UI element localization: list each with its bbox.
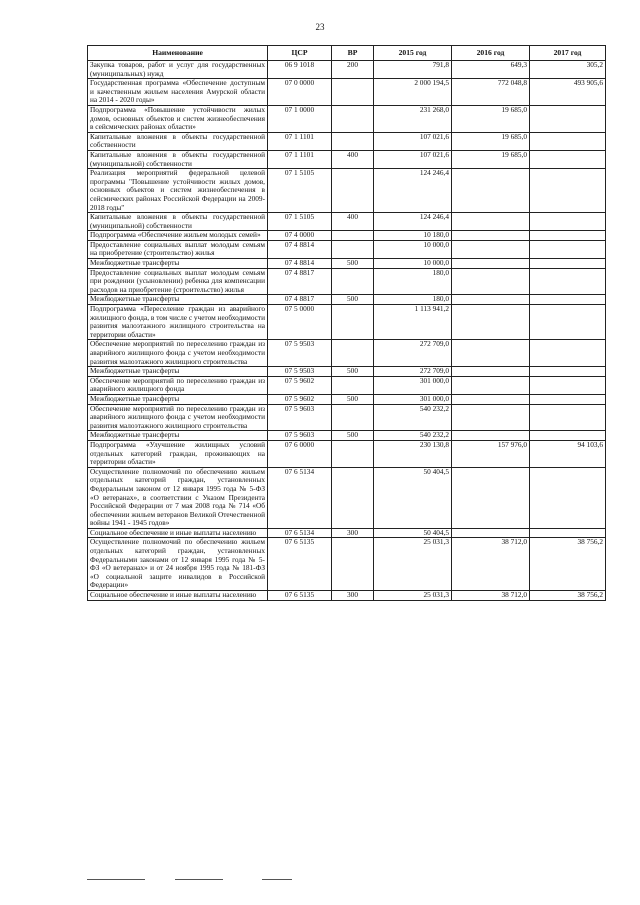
row-vr: [332, 268, 374, 295]
row-2017: [530, 240, 606, 258]
row-2015: 272 709,0: [374, 340, 452, 367]
row-2016: [452, 169, 530, 213]
row-2016: [452, 376, 530, 394]
row-2017: [530, 367, 606, 377]
row-name: Подпрограмма «Повышение устойчивости жилых домов, основных объектов и систем жизнеобеспечения в сейсмических районах области»: [88, 105, 268, 132]
row-2016: [452, 231, 530, 241]
row-vr: [332, 467, 374, 528]
row-csr: 07 5 9602: [268, 394, 332, 404]
row-csr: 07 4 8817: [268, 268, 332, 295]
row-vr: [332, 105, 374, 132]
row-2016: [452, 305, 530, 340]
row-csr: 07 5 9603: [268, 404, 332, 431]
row-2016: 157 976,0: [452, 440, 530, 467]
row-name: Социальное обеспечение и иные выплаты населению: [88, 591, 268, 601]
row-vr: 300: [332, 528, 374, 538]
row-2017: [530, 105, 606, 132]
row-2015: 540 232,2: [374, 404, 452, 431]
table-row: [88, 132, 606, 150]
row-2016: [452, 404, 530, 431]
table-row: [88, 431, 606, 441]
row-name: Обеспечение мероприятий по переселению граждан из аварийного жилищного фонда с учетом необходимости развития малоэтажного жилищного строительства: [88, 404, 268, 431]
table-row: [88, 376, 606, 394]
row-2017: 493 905,6: [530, 79, 606, 106]
row-2015: 107 021,6: [374, 132, 452, 150]
row-csr: 07 5 0000: [268, 305, 332, 340]
footer-line-2: [175, 879, 223, 880]
row-2015: 540 232,2: [374, 431, 452, 441]
row-2015: 791,8: [374, 61, 452, 79]
row-vr: 500: [332, 259, 374, 269]
table-row: [88, 340, 606, 367]
table-row: [88, 213, 606, 231]
row-name: Социальное обеспечение и иные выплаты населению: [88, 528, 268, 538]
row-name: Капитальные вложения в объекты государственной (муниципальной) собственности: [88, 150, 268, 168]
row-2015: 10 180,0: [374, 231, 452, 241]
table-body: [88, 61, 606, 601]
row-2017: [530, 259, 606, 269]
row-name: Межбюджетные трансферты: [88, 259, 268, 269]
row-2015: 1 113 941,2: [374, 305, 452, 340]
row-name: Межбюджетные трансферты: [88, 295, 268, 305]
row-2015: 25 031,3: [374, 538, 452, 591]
table-row: [88, 79, 606, 106]
row-name: Межбюджетные трансферты: [88, 367, 268, 377]
header-vr: ВР: [332, 46, 374, 61]
row-vr: [332, 538, 374, 591]
row-2017: [530, 404, 606, 431]
row-2015: 2 000 194,5: [374, 79, 452, 106]
row-2016: 19 685,0: [452, 105, 530, 132]
table-row: [88, 105, 606, 132]
row-2016: 19 685,0: [452, 150, 530, 168]
row-2017: [530, 150, 606, 168]
page-number: 23: [315, 22, 325, 32]
row-2016: 38 712,0: [452, 538, 530, 591]
row-2017: [530, 295, 606, 305]
row-2015: 301 000,0: [374, 376, 452, 394]
row-name: Реализация мероприятий федеральной целевой программы "Повышение устойчивости жилых домов, основных объектов и систем жизнеобеспечения в сейсмических районах Российской Федерации на 2009-2018 годы": [88, 169, 268, 213]
row-csr: 07 5 9503: [268, 340, 332, 367]
row-2016: [452, 367, 530, 377]
row-2015: 25 031,3: [374, 591, 452, 601]
row-2017: [530, 132, 606, 150]
row-vr: 500: [332, 394, 374, 404]
header-2017: 2017 год: [530, 46, 606, 61]
row-vr: 500: [332, 431, 374, 441]
row-name: Межбюджетные трансферты: [88, 431, 268, 441]
table-row: [88, 440, 606, 467]
table-row: [88, 305, 606, 340]
row-vr: [332, 440, 374, 467]
row-2015: 231 268,0: [374, 105, 452, 132]
row-vr: 400: [332, 213, 374, 231]
table-row: [88, 367, 606, 377]
row-csr: 07 0 0000: [268, 79, 332, 106]
row-name: Обеспечение мероприятий по переселению граждан из аварийного жилищного фонда с учетом необходимости развития малоэтажного жилищного строительства: [88, 340, 268, 367]
row-name: Межбюджетные трансферты: [88, 394, 268, 404]
table-row: [88, 259, 606, 269]
row-2017: 38 756,2: [530, 538, 606, 591]
row-2015: 301 000,0: [374, 394, 452, 404]
row-name: Подпрограмма «Улучшение жилищных условий отдельных категорий граждан, проживающих на территории области»: [88, 440, 268, 467]
row-2017: [530, 231, 606, 241]
table-header-row: [88, 46, 606, 61]
row-2017: [530, 213, 606, 231]
row-vr: [332, 305, 374, 340]
row-vr: [332, 404, 374, 431]
header-2015: 2015 год: [374, 46, 452, 61]
row-vr: 500: [332, 295, 374, 305]
row-name: Закупка товаров, работ и услуг для государственных (муниципальных) нужд: [88, 61, 268, 79]
row-vr: [332, 240, 374, 258]
row-name: Обеспечение мероприятий по переселению граждан из аварийного жилищного фонда: [88, 376, 268, 394]
row-2016: 649,3: [452, 61, 530, 79]
row-2015: 107 021,6: [374, 150, 452, 168]
row-2016: 19 685,0: [452, 132, 530, 150]
row-csr: 07 6 5135: [268, 538, 332, 591]
row-2016: [452, 259, 530, 269]
row-name: Капитальные вложения в объекты государственной собственности: [88, 132, 268, 150]
row-2017: [530, 467, 606, 528]
row-vr: 500: [332, 367, 374, 377]
row-2016: [452, 394, 530, 404]
row-vr: [332, 231, 374, 241]
row-csr: 07 6 5135: [268, 591, 332, 601]
row-csr: 07 4 8817: [268, 295, 332, 305]
row-2017: [530, 268, 606, 295]
row-2015: 124 246,4: [374, 169, 452, 213]
table-row: [88, 538, 606, 591]
row-csr: 07 5 9603: [268, 431, 332, 441]
row-2016: [452, 467, 530, 528]
row-2015: 50 404,5: [374, 528, 452, 538]
row-vr: 300: [332, 591, 374, 601]
row-2015: 124 246,4: [374, 213, 452, 231]
row-name: Предоставление социальных выплат молодым семьям при рождении (усыновлении) ребенка для компенсации расходов на приобретение (строительство) жилья: [88, 268, 268, 295]
row-2016: 38 712,0: [452, 591, 530, 601]
table-row: [88, 231, 606, 241]
table-row: [88, 61, 606, 79]
header-2016: 2016 год: [452, 46, 530, 61]
row-csr: 07 5 9602: [268, 376, 332, 394]
row-name: Государственная программа «Обеспечение доступным и качественным жильем населения Амурской области на 2014 - 2020 годы»: [88, 79, 268, 106]
row-2015: 50 404,5: [374, 467, 452, 528]
row-csr: 07 5 9503: [268, 367, 332, 377]
row-name: Осуществление полномочий по обеспечению жильем отдельных категорий граждан, установленных Федеральными законами от 12 января 1995 года № 5-ФЗ «О ветеранах» и от 24 ноября 1995 года № 181-ФЗ «О социальной защите инвалидов в Российской Федерации»: [88, 538, 268, 591]
row-vr: [332, 79, 374, 106]
row-2015: 272 709,0: [374, 367, 452, 377]
table-row: [88, 169, 606, 213]
row-2017: [530, 394, 606, 404]
table-row: [88, 150, 606, 168]
row-2017: [530, 431, 606, 441]
row-csr: 07 6 0000: [268, 440, 332, 467]
row-name: Подпрограмма «Переселение граждан из аварийного жилищного фонда, в том числе с учетом необходимости развития малоэтажного жилищного строительства на территории области»: [88, 305, 268, 340]
table-row: [88, 240, 606, 258]
row-csr: 07 1 0000: [268, 105, 332, 132]
row-name: Осуществление полномочий по обеспечению жильем отдельных категорий граждан, установленных Федеральным законом от 12 января 1995 года № 5-ФЗ «О ветеранах», в соответствии с Указом Президента Российской Федерации от 7 мая 2008 года № 714 «Об обеспечении жильем ветеранов Великой Отечественной войны 1941 - 1945 годов»: [88, 467, 268, 528]
row-vr: [332, 169, 374, 213]
row-name: Подпрограмма «Обеспечение жильем молодых семей»: [88, 231, 268, 241]
row-2016: [452, 340, 530, 367]
header-csr: ЦСР: [268, 46, 332, 61]
row-csr: 07 1 5105: [268, 213, 332, 231]
row-2017: [530, 169, 606, 213]
row-2017: 94 103,6: [530, 440, 606, 467]
footer-line-1: [87, 879, 145, 880]
table-row: [88, 394, 606, 404]
row-2017: [530, 340, 606, 367]
footer-line-3: [262, 879, 292, 880]
row-vr: 400: [332, 150, 374, 168]
row-2017: [530, 376, 606, 394]
row-2015: 180,0: [374, 295, 452, 305]
budget-table: [87, 45, 606, 601]
row-2017: 38 756,2: [530, 591, 606, 601]
row-vr: [332, 340, 374, 367]
row-csr: 07 4 8814: [268, 259, 332, 269]
row-vr: [332, 132, 374, 150]
row-csr: 07 1 5105: [268, 169, 332, 213]
row-csr: 07 6 5134: [268, 467, 332, 528]
row-vr: 200: [332, 61, 374, 79]
table-row: [88, 404, 606, 431]
row-2016: [452, 295, 530, 305]
row-2016: [452, 240, 530, 258]
row-csr: 07 4 8814: [268, 240, 332, 258]
row-2015: 180,0: [374, 268, 452, 295]
row-2017: 305,2: [530, 61, 606, 79]
row-2017: [530, 305, 606, 340]
row-2016: [452, 528, 530, 538]
row-csr: 06 9 1018: [268, 61, 332, 79]
row-2015: 10 000,0: [374, 259, 452, 269]
row-csr: 07 1 1101: [268, 150, 332, 168]
row-csr: 07 6 5134: [268, 528, 332, 538]
row-csr: 07 1 1101: [268, 132, 332, 150]
row-2015: 230 130,8: [374, 440, 452, 467]
row-2016: [452, 213, 530, 231]
row-name: Капитальные вложения в объекты государственной (муниципальной) собственности: [88, 213, 268, 231]
row-2016: [452, 431, 530, 441]
row-2016: [452, 268, 530, 295]
row-2016: 772 048,8: [452, 79, 530, 106]
row-csr: 07 4 0000: [268, 231, 332, 241]
table-row: [88, 528, 606, 538]
row-2015: 10 000,0: [374, 240, 452, 258]
row-vr: [332, 376, 374, 394]
row-2017: [530, 528, 606, 538]
row-name: Предоставление социальных выплат молодым семьям на приобретение (строительство) жилья: [88, 240, 268, 258]
table-row: [88, 591, 606, 601]
table-row: [88, 268, 606, 295]
table-row: [88, 467, 606, 528]
header-name: Наименование: [88, 46, 268, 61]
table-row: [88, 295, 606, 305]
